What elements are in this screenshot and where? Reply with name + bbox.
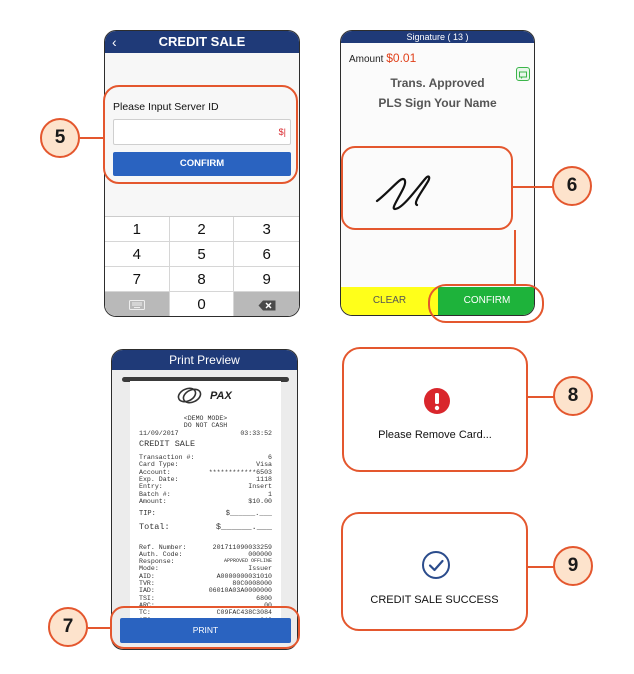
callout-9: 9 (553, 546, 593, 586)
table-row: Ref. Number: 201711090033259 (139, 543, 272, 551)
key-7[interactable]: 7 (105, 267, 170, 292)
callout-7: 7 (48, 607, 88, 647)
callout-5: 5 (40, 118, 80, 158)
table-row: IAD: 06010A03A0000000 (139, 587, 272, 595)
remove-card-panel (342, 347, 528, 472)
key-4[interactable]: 4 (105, 242, 170, 267)
table-row: Batch #: 1 (139, 490, 272, 498)
key-9[interactable]: 9 (234, 267, 299, 292)
highlight-confirm (428, 284, 544, 323)
connector-9 (528, 566, 554, 568)
table-row: Card Type: Visa (139, 461, 272, 469)
table-row: Amount: $10.00 (139, 497, 272, 505)
keyboard-icon (129, 300, 145, 310)
receipt-type: CREDIT SALE (139, 438, 196, 449)
exclamation-icon (423, 387, 451, 415)
key-8[interactable]: 8 (170, 267, 235, 292)
approved-message: Trans. Approved (390, 76, 485, 90)
amount-value: $0.01 (386, 51, 417, 65)
receipt-paper (130, 381, 281, 621)
credit-sale-title-bar (105, 31, 299, 53)
page-title: Signature ( 13 ) (406, 32, 469, 42)
connector-6b (514, 230, 516, 284)
backspace-icon (258, 300, 276, 311)
table-row: Entry: Insert (139, 483, 272, 491)
connector-6a (513, 186, 553, 188)
success-panel (341, 512, 528, 631)
receipt-mode: <DEMO MODE> (183, 415, 228, 422)
key-3[interactable]: 3 (234, 217, 299, 242)
callout-6: 6 (552, 166, 592, 206)
table-row: Account: ************6503 (139, 468, 272, 476)
connector-5 (80, 137, 104, 139)
key-5[interactable]: 5 (170, 242, 235, 267)
receipt-notice: DO NOT CASH (183, 422, 228, 430)
table-row: ARC: 00 (139, 601, 272, 609)
table-row: AID: A0000000031010 (139, 572, 272, 580)
highlight-print (110, 606, 300, 649)
table-row: TC: C09FAC438C3084 (139, 609, 272, 617)
confirm-button[interactable]: CONFIRM (113, 152, 291, 176)
table-row: Transaction #: 6 (139, 454, 272, 462)
server-id-prompt: Please Input Server ID (113, 101, 219, 113)
key-2[interactable]: 2 (170, 217, 235, 242)
table-row: Auth. Code: 000000 (139, 550, 272, 558)
highlight-server-id (103, 85, 298, 184)
backspace-key[interactable] (234, 292, 299, 317)
amount-label: Amount $0.01 (349, 51, 417, 65)
print-preview-title-bar (112, 350, 297, 370)
receipt-tip: TIP: $______.___ (139, 510, 272, 519)
key-1[interactable]: 1 (105, 217, 170, 242)
table-row: Response: APPROVED OFFLINE (139, 558, 272, 566)
clear-button[interactable]: CLEAR (341, 287, 438, 315)
page-title: Print Preview (169, 353, 240, 367)
print-button[interactable]: PRINT (120, 618, 291, 643)
highlight-signature-pad (341, 146, 513, 230)
signature-confirm-button[interactable]: CONFIRM (438, 287, 535, 315)
sign-instruction: PLS Sign Your Name (378, 96, 497, 110)
logo-text: PAX (210, 390, 232, 402)
key-6[interactable]: 6 (234, 242, 299, 267)
receipt-total: Total: $______.___ (139, 521, 272, 532)
page-title: CREDIT SALE (158, 34, 246, 49)
connector-8 (528, 396, 554, 398)
key-0[interactable]: 0 (170, 292, 235, 317)
print-preview-screen (111, 349, 298, 650)
receipt-datetime: 11/09/2017 03:33:52 (139, 429, 272, 437)
input-cursor: $| (278, 127, 286, 137)
keyboard-key[interactable] (105, 292, 170, 317)
table-row: Mode: Issuer (139, 565, 272, 573)
success-message: CREDIT SALE SUCCESS (370, 594, 499, 606)
table-row: TSI: 6800 (139, 594, 272, 602)
check-circle-icon (421, 550, 451, 580)
callout-8: 8 (553, 376, 593, 416)
table-row: TVR: 80C0008000 (139, 580, 272, 588)
pax-logo (139, 387, 272, 409)
numeric-keypad (105, 216, 299, 316)
table-row: Exp. Date: 1118 (139, 476, 272, 484)
connector-7 (88, 627, 111, 629)
signature-title-bar (341, 31, 534, 43)
chevron-left-icon[interactable]: ‹ (112, 34, 117, 50)
remove-card-message: Please Remove Card... (378, 429, 492, 441)
